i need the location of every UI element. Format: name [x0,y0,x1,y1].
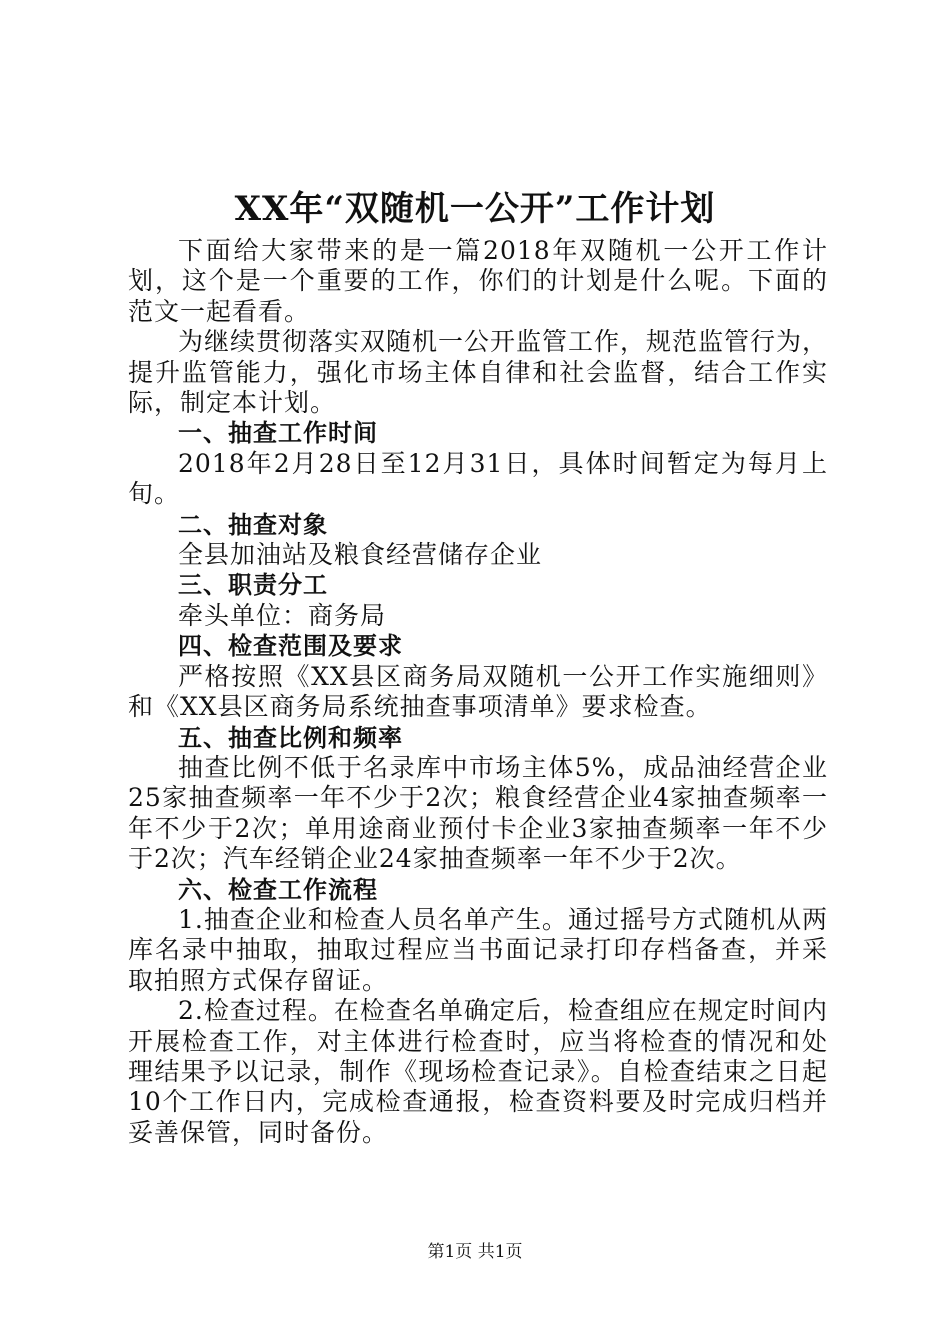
section-heading-6: 六、检查工作流程 [178,875,378,904]
section-text-3: 牵头单位：商务局 [178,600,387,630]
section-heading-2: 二、抽查对象 [178,510,328,539]
section-text-1: 2018年2月28日至12月31日，具体时间暂定为每月上旬。 [128,448,828,509]
section-heading-5: 五、抽查比例和频率 [178,723,403,752]
section-step-1: 1.抽查企业和检查人员名单产生。通过摇号方式随机从两库名录中抽取，抽取过程应当书面记录打印存档备查，并采取拍照方式保存留证。 [128,904,828,995]
section-heading-3: 三、职责分工 [178,571,328,600]
document-title: XX年“双随机一公开”工作计划 [234,189,716,229]
section-text-4: 严格按照《XX县区商务局双随机一公开工作实施细则》和《XX县区商务局系统抽查事项清单》要求检查。 [128,661,828,722]
page-footer: 第1页 共1页 [427,1242,523,1262]
section-text-5: 抽查比例不低于名录库中市场主体5%，成品油经营企业25家抽查频率一年不少于2次；粮食经营企业4家抽查频率一年不少于2次；单用途商业预付卡企业3家抽查频率一年不少于2次；汽车经销企业24家抽查频率一年不少于2次。 [128,752,828,874]
section-text-2: 全县加油站及粮食经营储存企业 [178,540,543,570]
document-body [128,236,828,1148]
intro-paragraph-2: 为继续贯彻落实双随机一公开监管工作，规范监管行为，提升监管能力，强化市场主体自律和社会监督，结合工作实际，制定本计划。 [128,327,829,418]
intro-paragraph-1: 下面给大家带来的是一篇2018年双随机一公开工作计划，这个是一个重要的工作，你们的计划是什么呢。下面的范文一起看看。 [128,236,828,326]
section-heading-1: 一、抽查工作时间 [178,419,378,448]
section-step-2: 2.检查过程。在检查名单确定后，检查组应在规定时间内开展检查工作，对主体进行检查时，应当将检查的情况和处理结果予以记录，制作《现场检查记录》。自检查结束之日起10个工作日内，完成检查通报，检查资料要及时完成归档并妥善保管，同时备份。 [128,996,828,1147]
section-heading-4: 四、检查范围及要求 [178,632,403,661]
